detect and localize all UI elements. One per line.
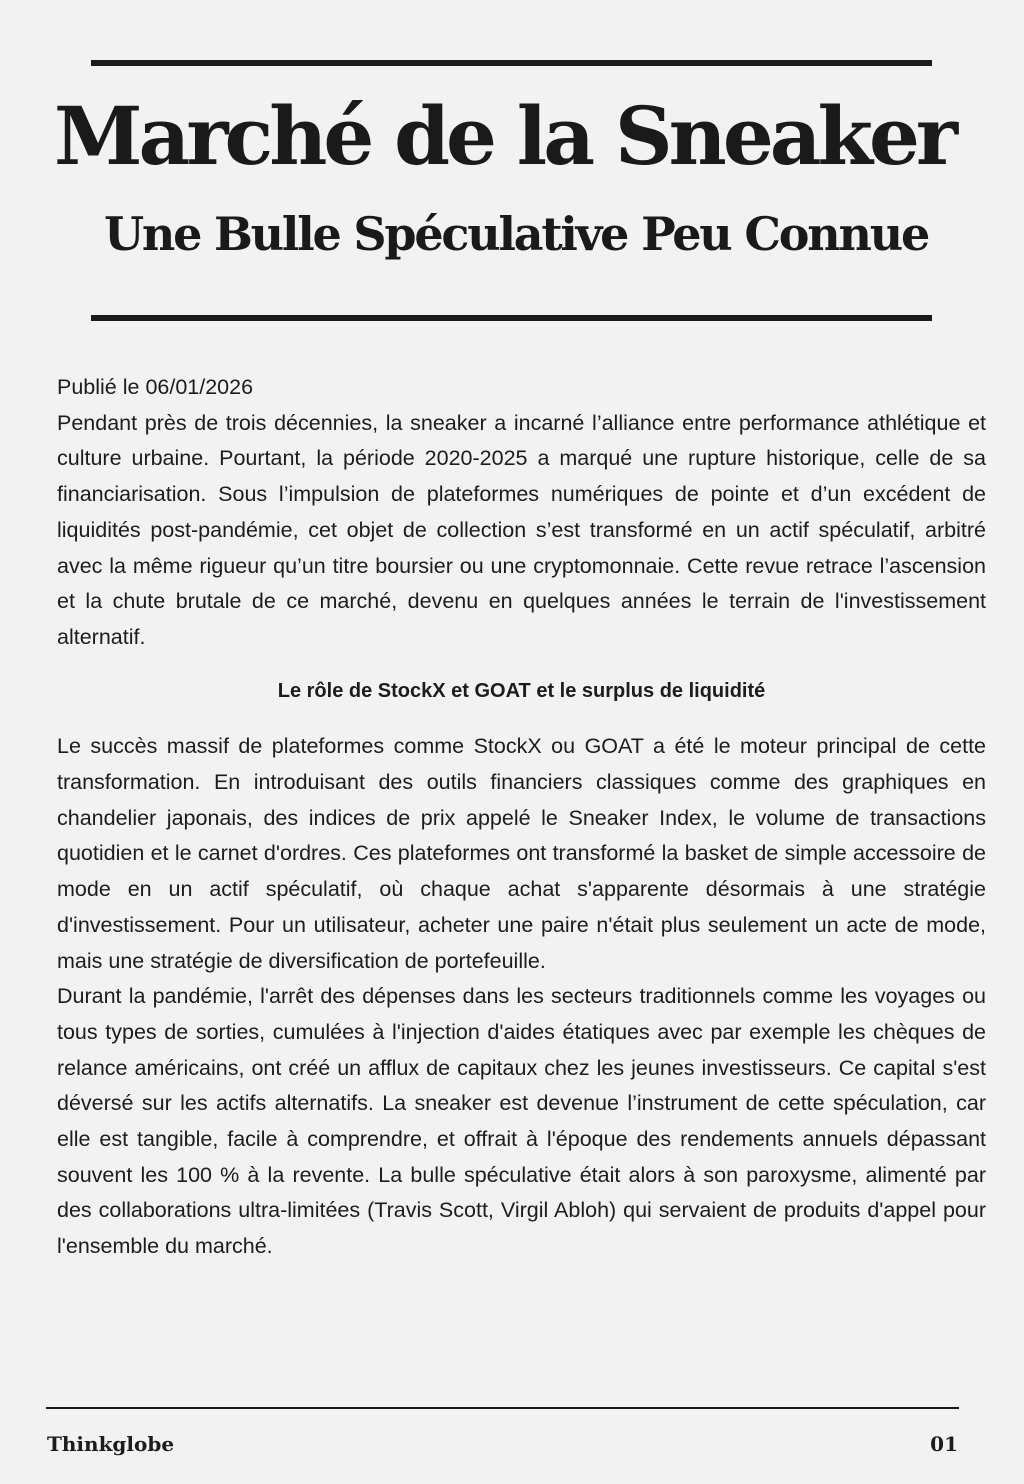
body-paragraph-2: Durant la pandémie, l'arrêt des dépenses dans les secteurs traditionnels comme les voyages ou tous types de sorties, cumulées à l'injection d'aides étatiques avec par exemple les chèques de relance américains, ont créé un afflux de capitaux chez les jeunes investisseurs. Ce capital s'est déversé sur les actifs alternatifs. La sneaker est devenue l’instrument de cette spéculation, car elle est tangible, facile à comprendre, et offrait à l'époque des rendements annuels dépassant souvent les 100 % à la revente. La bulle spéculative était alors à son paroxysme, alimenté par des collaborations ultra-limitées (Travis Scott, Virgil Abloh) qui servaient de produits d'appel pour l'ensemble du marché. bbox=[57, 984, 986, 1259]
header-top-rule bbox=[91, 60, 932, 66]
body-paragraph-1: Le succès massif de plateformes comme StockX ou GOAT a été le moteur principal de cette transformation. En introduisant des outils financiers classiques comme des graphiques en chandelier japonais, des indices de prix appelé le Sneaker Index, le volume de transactions quotidien et le carnet d'ordres. Ces plateformes ont transformé la basket de simple accessoire de mode en un actif spéculatif, où chaque achat s'apparente désormais à une stratégie d'investissement. Pour un utilisateur, acheter une paire n'était plus seulement un acte de mode, mais une stratégie de diversification de portefeuille. bbox=[57, 734, 986, 973]
header-bottom-rule bbox=[91, 315, 932, 321]
article-body bbox=[57, 370, 986, 1265]
page-title: Marché de la Sneaker bbox=[53, 89, 955, 183]
footer-rule bbox=[46, 1407, 959, 1409]
intro-paragraph: Pendant près de trois décennies, la sneaker a incarné l’alliance entre performance athlétique et culture urbaine. Pourtant, la période 2020-2025 a marqué une rupture historique, celle de sa financiarisation. Sous l’impulsion de plateformes numériques de pointe et d’un excédent de liquidités post-pandémie, cet objet de collection s’est transformé en un actif spéculatif, arbitré avec la même rigueur qu’un titre boursier ou une cryptomonnaie. Cette revue retrace l’ascension et la chute brutale de ce marché, devenu en quelques années le terrain de l'investissement alternatif. bbox=[57, 410, 986, 649]
page-number: 01 bbox=[930, 1432, 958, 1456]
section-heading: Le rôle de StockX et GOAT et le surplus de liquidité bbox=[277, 679, 766, 702]
page-subtitle: Une Bulle Spéculative Peu Connue bbox=[103, 207, 929, 261]
footer-brand: Thinkglobe bbox=[47, 1432, 175, 1456]
publication-date: Publié le 06/01/2026 bbox=[57, 375, 254, 399]
